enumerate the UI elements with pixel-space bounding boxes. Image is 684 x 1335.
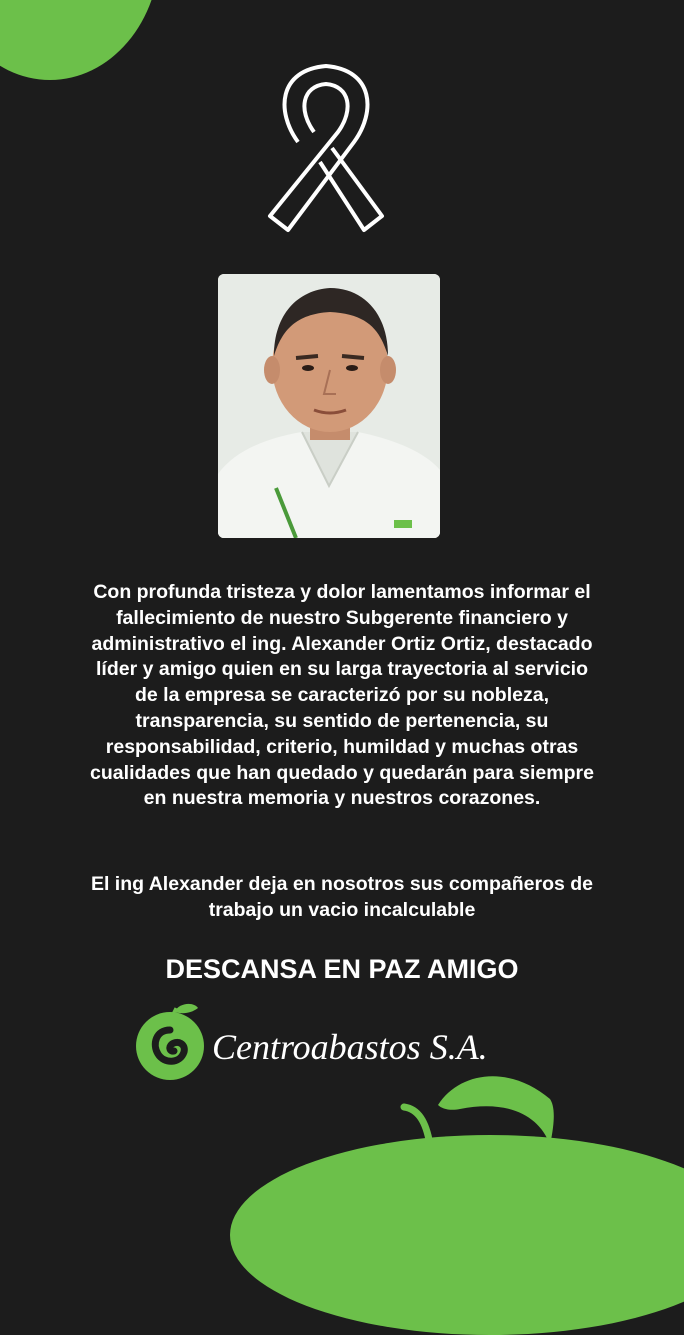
tribute-message: El ing Alexander deja en nosotros sus compañeros de trabajo un vacio incalculable — [90, 873, 594, 921]
centroabastos-logo-icon — [128, 1000, 212, 1084]
decorative-green-shape-bottom — [230, 1135, 684, 1335]
decorative-green-shape-top — [0, 0, 160, 80]
condolence-message: Con profunda tristeza y dolor lamentamos informar el fallecimiento de nuestro Subgerente financiero y administrativo el ing. Alexander Ortiz Ortiz, destacado líder y amigo quien en su larga trayectoria al servicio de la empresa se caracterizó por su nobleza, transparencia, su sentido de pertenencia, su responsabilidad, criterio, humildad y muchas otras cualidades que han quedado y quedarán para siempre en nuestra memoria y nuestros corazones. — [90, 581, 594, 810]
mourning-ribbon-icon — [258, 52, 394, 242]
headline: DESCANSA EN PAZ AMIGO — [165, 954, 519, 984]
portrait-photo — [218, 274, 440, 538]
brand-name: Centroabastos S.A. — [212, 1027, 488, 1067]
